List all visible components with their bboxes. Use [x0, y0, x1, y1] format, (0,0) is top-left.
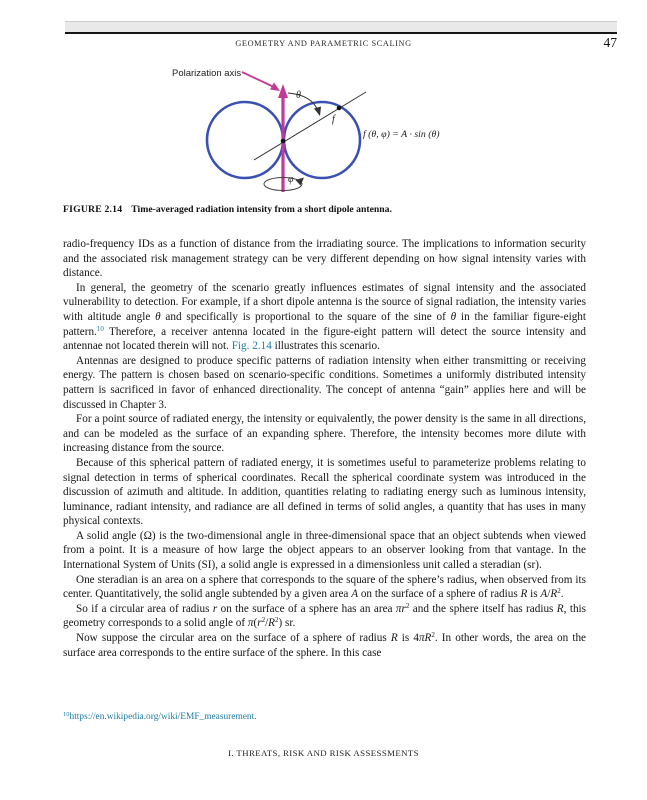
figure-dipole-radiation-diagram [150, 60, 520, 200]
theta-label: θ [296, 90, 301, 101]
text-segment: R [550, 588, 558, 601]
text-segment: radio-frequency IDs as a function of distance from the irradiating source. The implications to information security and the associated risk management strategy can be very different depending on how signal intensity varies with distance. [63, 238, 586, 280]
text-segment: πr [395, 602, 406, 615]
text-segment: Because of this spherical pattern of radiated energy, it is sometimes useful to parameterize problems relating to signal detection in terms of spherical coordinates. Recall the spherical coordinate system was introduced in the discussion of azimuth and altitude. In addition, quantities relating to radiating energy such as luminous intensity, luminance, radiant intensity, and radiance are all defined in terms of solid angles, a quantity that has uses in many physical contexts. [63, 456, 586, 528]
phi-rotation-arrowhead [296, 178, 305, 186]
text-segment: π [247, 617, 254, 630]
phi-label: φ [288, 174, 294, 185]
text-segment: r [212, 602, 218, 615]
polarization-axis-arrowhead [278, 84, 288, 98]
page-number: 47 [603, 35, 617, 50]
origin-dot [281, 139, 286, 144]
running-footer: I. THREATS, RISK AND RISK ASSESSMENTS [228, 748, 419, 758]
text-segment: Therefore, a receiver antenna located in the figure-eight pattern will detect the source intensity and antennae not located therein will not. [63, 325, 586, 353]
text-segment: illustrates this scenario. [271, 340, 380, 353]
running-head: GEOMETRY AND PARAMETRIC SCALING [235, 39, 412, 48]
footnote-marker: 10 [63, 711, 70, 718]
text-segment: Now suppose the circular area on the surface of a sphere of radius [76, 632, 391, 645]
right-lobe-circle [284, 102, 360, 178]
text-segment: . [560, 588, 564, 601]
text-segment: ) sr. [278, 617, 296, 630]
header-bar [65, 21, 617, 34]
paragraph [63, 281, 586, 354]
text-segment: 2 [405, 601, 410, 610]
figure-caption-text: Time-averaged radiation intensity from a short dipole antenna. [131, 204, 392, 215]
text-segment: is 4 [397, 632, 419, 645]
text-segment: on the surface of a sphere of radius [358, 588, 521, 601]
text-segment: R [268, 617, 276, 630]
text-segment: For a point source of radiated energy, the intensity or equivalently, the power density is the same in all directions, and can be modeled as the surface of an expanding sphere. Therefore, the intensity becomes more dilute with increasing distance from the source. [63, 413, 586, 455]
paragraph [63, 573, 586, 602]
text-segment: In general, the geometry of the scenario greatly influences estimates of signal intensity and the associated vulnerability to detection. For example, if a short dipole antenna is the source of signal radiation, the intensity varies with altitude angle [63, 281, 586, 323]
text-segment: is [527, 588, 541, 601]
paragraph [63, 237, 586, 281]
polarization-axis-label: Polarization axis [172, 68, 242, 79]
paragraph [63, 631, 586, 660]
text-segment: in the familiar figure-eight pattern. [63, 310, 586, 338]
text-segment: Antennas are designed to produce specific patterns of radiation intensity when either transmitting or receiving energy. The pattern is chosen based on scenario-specific conditions. Sometimes a uniformly distributed intensity pattern is sacrificed in favor of enhanced directionality. The concept of antenna “gain” applies here and will be discussed in Chapter 3. [63, 354, 586, 411]
paragraph [63, 412, 586, 456]
paragraph [63, 456, 586, 529]
text-segment: 2 [275, 616, 279, 625]
text-segment: A [351, 588, 359, 601]
text-segment: on the surface of a sphere has an area [217, 602, 396, 615]
footnote-reference-link[interactable]: 10 [96, 324, 104, 333]
text-segment: θ [450, 310, 457, 323]
footnote-period: . [254, 712, 257, 722]
left-lobe-circle [207, 102, 283, 178]
text-segment: A [540, 588, 548, 601]
cross-reference-link[interactable]: Fig. 2.14 [231, 340, 272, 353]
text-segment: / [265, 617, 269, 630]
text-segment: R [390, 632, 398, 645]
text-segment: θ [155, 310, 161, 323]
paragraph [63, 602, 586, 631]
text-segment: So if a circular area of radius [76, 602, 213, 615]
text-segment: , this geometry corresponds to a solid angle of [63, 602, 586, 630]
label-pointer-arrow [242, 72, 276, 88]
text-segment: 2 [431, 631, 435, 640]
radiation-equation: f (θ, φ) = A · sin (θ) [363, 129, 440, 140]
text-segment: One steradian is an area on a sphere that corresponds to the square of the sphere’s radius, when observed from its center. Quantitatively, the solid angle subtended by a given area [63, 573, 586, 601]
text-segment: 2 [261, 616, 266, 625]
text-segment: 2 [557, 587, 561, 596]
text-segment: r [257, 617, 262, 630]
observation-line [254, 92, 366, 160]
intensity-point-dot [337, 106, 342, 111]
paragraph [63, 354, 586, 412]
figure-caption-label: FIGURE 2.14 [63, 204, 123, 215]
text-segment: R [556, 602, 564, 615]
footnote [63, 712, 257, 722]
text-segment: / [547, 588, 551, 601]
text-segment: R [520, 588, 528, 601]
text-segment: . In other words, the area on the surface area corresponds to the entire surface of the sphere. In this case [63, 632, 586, 659]
text-segment: ( [253, 617, 258, 630]
footnote-link[interactable]: https://en.wikipedia.org/wiki/EMF_measurement [69, 712, 255, 722]
text-segment: and the sphere itself has radius [409, 602, 557, 615]
figure-caption [63, 204, 585, 215]
f-label: f [332, 114, 335, 125]
paragraph [63, 529, 586, 573]
text-segment: and specifically is proportional to the square of the sine of [160, 310, 451, 323]
body-text [63, 237, 586, 660]
text-segment: πR [418, 632, 432, 645]
theta-arc-arrowhead [314, 107, 321, 117]
text-segment: A solid angle (Ω) is the two-dimensional angle in three-dimensional space that an object subtends when viewed from a point. It is a measure of how large the object appears to an observer looking from that vantage. In the International System of Units (SI), a solid angle is expressed in a dimensionless unit called a steradian (sr). [63, 529, 586, 572]
